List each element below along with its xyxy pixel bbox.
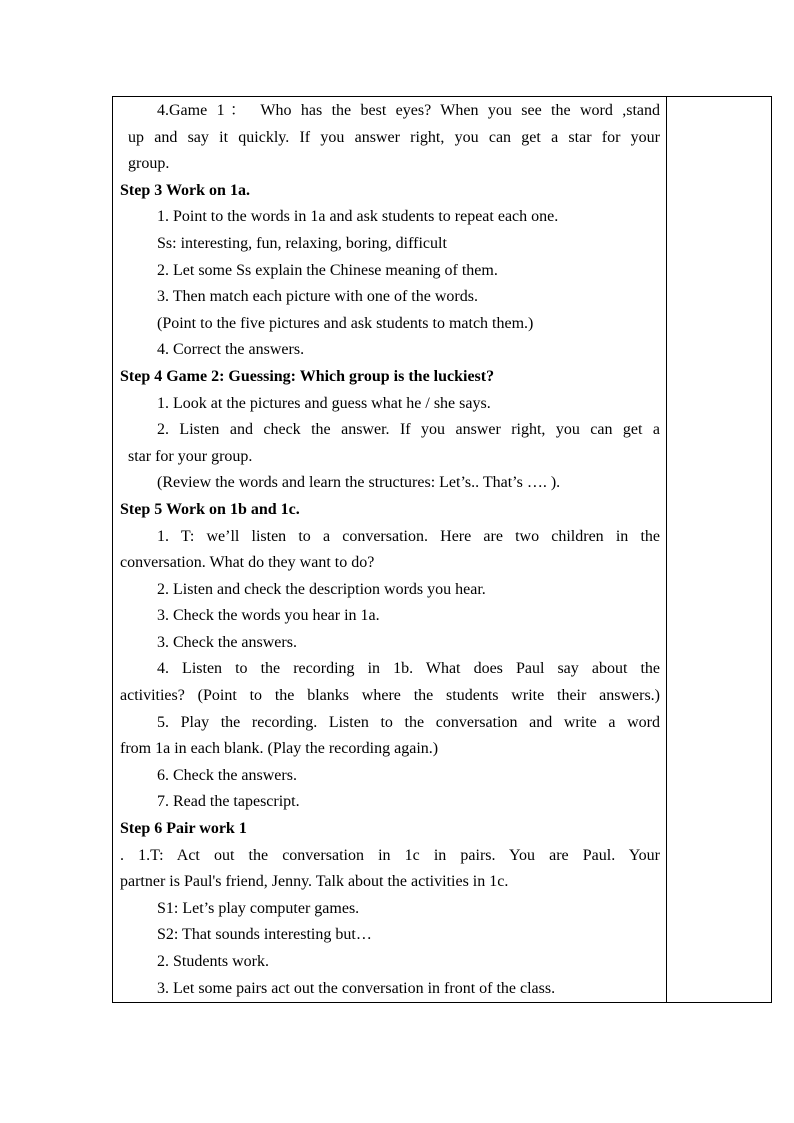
- text-line: 1. Point to the words in 1a and ask students to repeat each one.: [157, 208, 559, 226]
- text-line: 2. Listen and check the description words you hear.: [157, 580, 486, 598]
- notes-cell: [667, 97, 771, 1002]
- text-line: 1. T: we’ll listen to a conversation. Here are two children in the: [157, 527, 660, 545]
- text-line: conversation. What do they want to do?: [120, 554, 375, 572]
- text-line: S2: That sounds interesting but…: [157, 926, 372, 944]
- text-line: (Point to the five pictures and ask students to match them.): [157, 314, 534, 332]
- text-line: 2. Listen and check the answer. If you answer right, you can get a: [157, 421, 660, 439]
- text-line: 2. Let some Ss explain the Chinese meaning of them.: [157, 261, 498, 279]
- text-line: 4.Game 1： Who has the best eyes? When you see the word ,stand: [157, 102, 660, 119]
- text-line: 1. Look at the pictures and guess what he / she says.: [157, 394, 491, 412]
- text-line: 3. Then match each picture with one of the words.: [157, 288, 478, 306]
- text-line: S1: Let’s play computer games.: [157, 899, 360, 917]
- text-line: partner is Paul's friend, Jenny. Talk about the activities in 1c.: [120, 873, 509, 891]
- text-line: 4. Correct the answers.: [157, 341, 305, 359]
- step-heading: Step 5 Work on 1b and 1c.: [120, 500, 300, 518]
- text-line: 3. Check the words you hear in 1a.: [157, 607, 380, 625]
- step-heading: Step 6 Pair work 1: [120, 820, 247, 838]
- procedure-cell: [113, 97, 667, 1002]
- text-line: group.: [128, 155, 170, 173]
- text-line: (Review the words and learn the structures: Let’s.. That’s …. ).: [157, 474, 561, 492]
- step-heading: Step 3 Work on 1a.: [120, 181, 250, 199]
- text-line: activities? (Point to the blanks where the students write their answers.): [120, 687, 660, 705]
- text-line: star for your group.: [128, 447, 253, 465]
- text-line: 6. Check the answers.: [157, 766, 297, 784]
- text-line: 7. Read the tapescript.: [157, 793, 300, 811]
- text-line: 3. Check the answers.: [157, 633, 297, 651]
- text-line: up and say it quickly. If you answer right, you can get a star for your: [128, 128, 660, 146]
- text-line: 2. Students work.: [157, 953, 269, 970]
- text-line: Ss: interesting, fun, relaxing, boring, difficult: [157, 234, 447, 252]
- lesson-plan-table: [112, 96, 772, 1003]
- text-line: 3. Let some pairs act out the conversation in front of the class.: [157, 979, 556, 997]
- step-heading: Step 4 Game 2: Guessing: Which group is the luckiest?: [120, 367, 495, 385]
- text-line: . 1.T: Act out the conversation in 1c in pairs. You are Paul. Your: [120, 846, 660, 864]
- text-line: from 1a in each blank. (Play the recording again.): [120, 740, 439, 758]
- text-line: 4. Listen to the recording in 1b. What does Paul say about the: [157, 660, 660, 678]
- text-line: 5. Play the recording. Listen to the conversation and write a word: [157, 713, 660, 731]
